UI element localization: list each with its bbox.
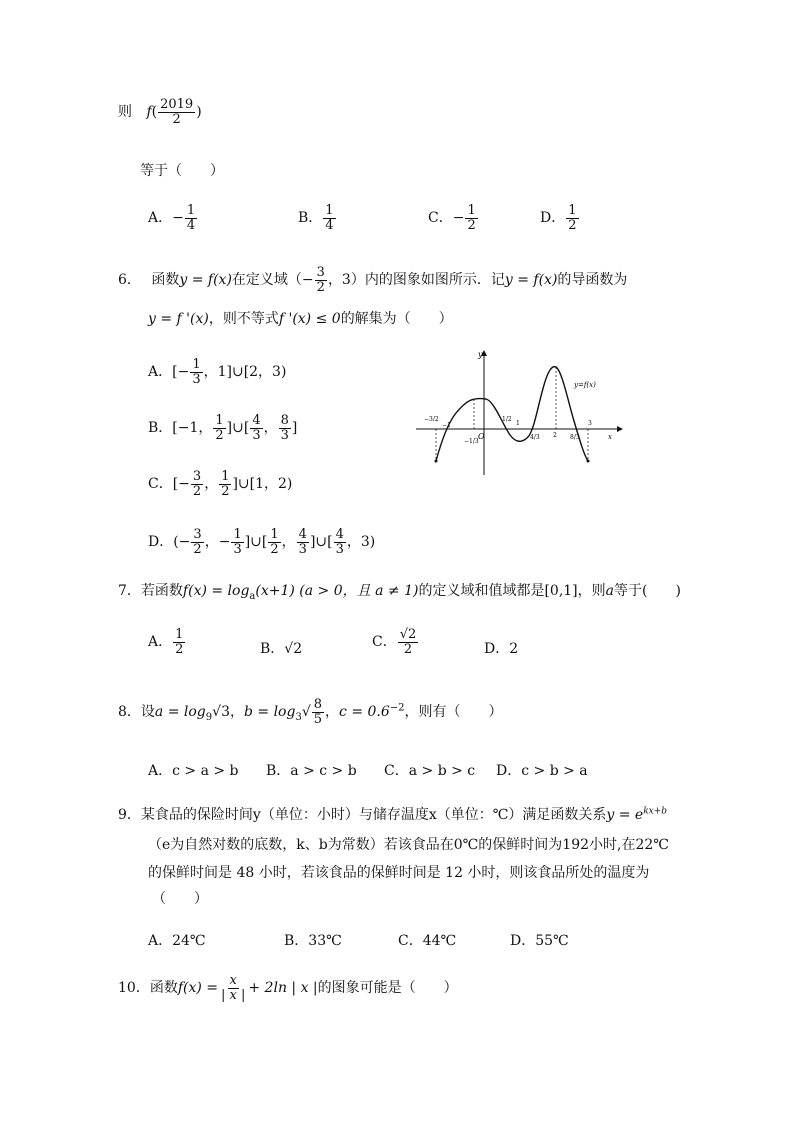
curve-label: y=f(x) [574, 381, 596, 389]
q5-option-d[interactable]: D． $\frac{1}{2}$ [540, 203, 577, 233]
q9-option-a[interactable]: A．24℃ [148, 933, 206, 949]
q9-option-c[interactable]: C．44℃ [398, 933, 457, 949]
q5-expression: 则 f( $\frac{2019}{2}$ ) [118, 97, 202, 127]
q8-option-d[interactable]: D．c > b > a [496, 763, 588, 779]
tick-1-2: 1/2 [502, 416, 512, 423]
q5-tail: 等于（ ） [140, 163, 224, 179]
q9-option-b[interactable]: B．33℃ [284, 933, 342, 949]
q9-line3: 的保鲜时间是 48 小时，若该食品的保鲜时间是 12 小时，则该食品所处的温度为 [148, 865, 650, 881]
q6-line2: y = f '(x)，则不等式f '(x) ≤ 0的解集为（ ） [148, 311, 453, 327]
q9-line1: 9．某食品的保险时间y（单位：小时）与储存温度x（单位：℃）满足函数关系$y = e^{kx+b}$ [118, 806, 668, 823]
tick-8-3: 8/3 [570, 434, 580, 441]
q6-option-a[interactable]: A．[− $\frac{1}{3}$ ，1]∪[2，3) [148, 357, 287, 387]
function-curve [436, 367, 588, 461]
q6-option-c[interactable]: C．[− $\frac{3}{2}$ ， $\frac{1}{2}$ ]∪[1，2) [148, 469, 293, 499]
q7-option-d[interactable]: D．2 [484, 641, 519, 657]
q9-option-d[interactable]: D．55℃ [510, 933, 569, 949]
q8-option-a[interactable]: A．c > a > b [148, 763, 239, 779]
tick-neg-1-3: −1/3 [464, 438, 479, 445]
q5-fraction: $\frac{2019}{2}$ [160, 97, 194, 127]
tick-3: 3 [588, 420, 592, 427]
q6-option-d[interactable]: D．(− $\frac{3}{2}$ ，− $\frac{1}{3}$ ]∪[ $\frac{1}{2}$ ， $\frac{4}{3}$ ]∪[ $\frac{4}{3}$ ，3) [148, 527, 376, 557]
q5-f: f [146, 104, 152, 121]
tick-neg-3-2: −3/2 [424, 416, 439, 423]
q5-lead: 则 [118, 104, 132, 121]
q7-option-c[interactable]: C． $\frac{√2}{2}$ [372, 627, 417, 657]
tick-neg-1: −1 [442, 422, 451, 429]
q7-option-a[interactable]: A． $\frac{1}{2}$ [148, 627, 184, 657]
origin-label: O [478, 432, 485, 441]
q10-line: 10．函数f(x) = $\frac{x}{| x |}$ + 2ln | x |的图象可能是（ ） [118, 973, 458, 1003]
q5-option-c[interactable]: C．− $\frac{1}{2}$ [428, 203, 476, 233]
q7-line: 7．若函数$f(x) = \log_a(x+1) (a > 0$，且 a ≠ 1)的定义域和值域都是[0,1]，则a等于( ) [118, 583, 681, 602]
q6-function-graph [410, 345, 630, 480]
q6-option-b[interactable]: B．[−1， $\frac{1}{2}$ ]∪[ $\frac{4}{3}$ ， $\frac{8}{3}$ ] [148, 413, 298, 443]
q5-option-a[interactable]: A．− $\frac{1}{4}$ [148, 203, 196, 233]
q9-line2: （e为自然对数的底数，k、b为常数）若该食品在0℃的保鲜时间为192小时,在22℃ [148, 837, 669, 853]
q5-option-b[interactable]: B． $\frac{1}{4}$ [298, 203, 334, 233]
tick-1: 1 [516, 420, 520, 427]
tick-4-3: 4/3 [530, 434, 540, 441]
q8-option-c[interactable]: C．a > b > c [384, 763, 476, 779]
x-axis-label: x [608, 433, 612, 441]
q8-line: 8．设$a = \log_9√3$，$b = \log_3√$ $\frac{8}{5}$ ，$c = 0.6^{-2}$，则有（ ） [118, 697, 503, 727]
q7-option-b[interactable]: B．√2 [260, 641, 303, 657]
q9-line4: （ ） [152, 891, 208, 907]
q8-option-b[interactable]: B．a > c > b [266, 763, 357, 779]
q6-line1: 6． 函数y = f(x)在定义域（− $\frac{3}{2}$ ，3）内的图象如图所示．记y = f(x)的导函数为 [118, 265, 628, 295]
tick-2: 2 [553, 432, 557, 439]
y-axis-label: y [478, 350, 483, 359]
